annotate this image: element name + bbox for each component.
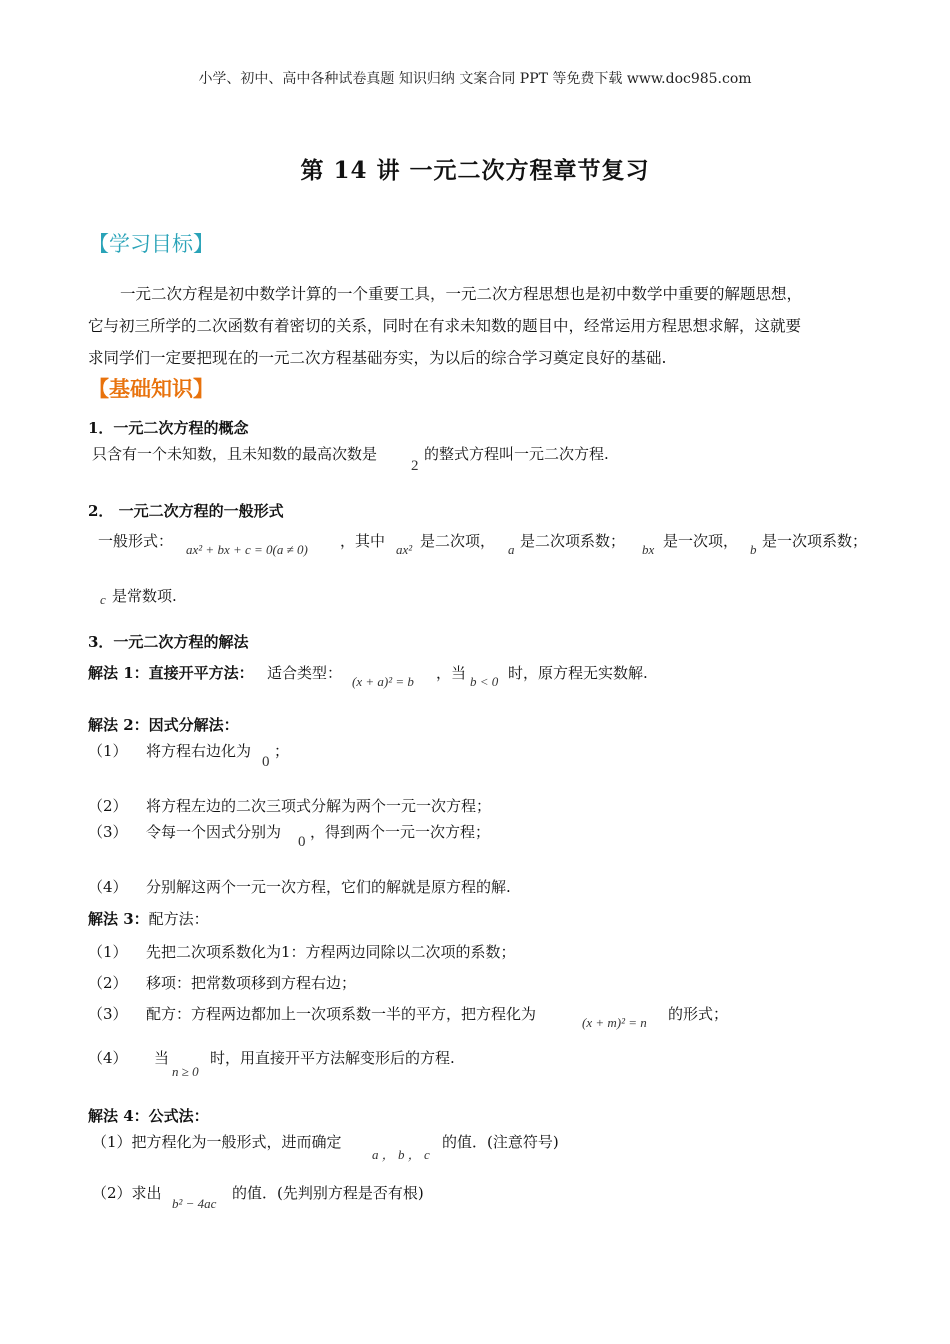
m3-step-4-text: 当 — [154, 1049, 170, 1067]
section-2-t2: 是二次项， — [420, 532, 496, 550]
method-1-condition: b < 0 — [470, 674, 499, 689]
m4-step-1-abc: a ， b ， c — [372, 1147, 430, 1162]
m3-step-3-end: 的形式； — [668, 1005, 729, 1023]
coef-a: a — [508, 542, 515, 557]
m2-step-4-num: （4） — [88, 878, 128, 896]
method-1-t3: 时，原方程无实数解. — [508, 664, 648, 682]
m2-step-4-text: 分别解这两个一元一次方程，它们的解就是原方程的解. — [146, 878, 511, 896]
m2-step-3-math: 0 — [298, 834, 306, 850]
basic-knowledge-heading: 【基础知识】 — [88, 376, 214, 401]
m3-step-1-text: 先把二次项系数化为1：方程两边同除以二次项的系数； — [146, 943, 516, 961]
m3-step-3-text: 配方：方程两边都加上一次项系数一半的平方，把方程化为 — [146, 1005, 537, 1023]
m2-step-1-num: （1） — [88, 742, 128, 760]
section-2-t3: 是二次项系数； — [520, 532, 626, 550]
m4-step-2-end: 的值．(先判别方程是否有根) — [232, 1184, 424, 1202]
m3-step-2-text: 移项：把常数项移到方程右边； — [146, 974, 357, 992]
m2-step-2-text: 将方程左边的二次三项式分解为两个一元一次方程； — [146, 797, 492, 815]
section-3-heading: 3．一元二次方程的解法 — [88, 633, 249, 651]
m3-step-3-num: （3） — [88, 1005, 128, 1023]
m2-step-1-math: 0 — [262, 754, 270, 770]
constant-c: c — [100, 592, 106, 607]
section-1-heading: 1．一元二次方程的概念 — [88, 419, 249, 437]
m4-step-2-math: b² − 4ac — [172, 1196, 217, 1211]
goal-line-3: 求同学们一定要把现在的一元二次方程基础夯实，为以后的综合学习奠定良好的基础. — [88, 349, 667, 367]
m3-step-4-end: 时，用直接开平方法解变形后的方程. — [210, 1049, 455, 1067]
method-1-label: 解法 1：直接开平方法： — [88, 664, 254, 682]
m3-step-4-num: （4） — [88, 1049, 128, 1067]
coef-b: b — [750, 542, 757, 557]
section-1-text-a: 只含有一个未知数，且未知数的最高次数是 — [92, 445, 378, 463]
quadratic-term: ax² — [396, 542, 413, 557]
section-2-t1: ，其中 — [340, 532, 386, 550]
m4-step-1-end: 的值．(注意符号) — [442, 1133, 559, 1151]
method-4-label: 解法 4：公式法： — [88, 1107, 209, 1125]
m3-step-2-num: （2） — [88, 974, 128, 992]
page-title: 第 14 讲 一元二次方程章节复习 — [300, 157, 650, 184]
method-3-label — [88, 908, 209, 929]
section-1-number: 2 — [411, 458, 419, 474]
method-3-label-a: 解法 3： — [88, 910, 149, 928]
section-1-text-b: 的整式方程叫一元二次方程. — [424, 445, 609, 463]
section-2-t6: 是常数项. — [112, 587, 177, 605]
method-1-t1: 适合类型： — [267, 664, 343, 682]
m2-step-1-text: 将方程右边化为 — [146, 742, 252, 760]
m3-step-3-math: (x + m)² = n — [582, 1015, 647, 1030]
m2-step-3-end: ，得到两个一元一次方程； — [310, 823, 491, 841]
general-form-label: 一般形式： — [98, 532, 174, 550]
m2-step-2-num: （2） — [88, 797, 128, 815]
section-2-t5: 是一次项系数； — [762, 532, 868, 550]
linear-term: bx — [642, 542, 655, 557]
goal-line-1: 一元二次方程是初中数学计算的一个重要工具，一元二次方程思想也是初中数学中重要的解题思想， — [120, 285, 803, 303]
method-3-label-b: 配方法： — [148, 910, 209, 928]
section-2-t4: 是一次项， — [663, 532, 739, 550]
m2-step-3-text: 令每一个因式分别为 — [146, 823, 282, 841]
m3-step-1-num: （1） — [88, 943, 128, 961]
section-2-heading: 2． 一元二次方程的一般形式 — [88, 502, 284, 520]
m3-step-4-math: n ≥ 0 — [172, 1064, 199, 1079]
method-2-label: 解法 2：因式分解法： — [88, 716, 239, 734]
learning-goal-heading: 【学习目标】 — [88, 232, 214, 256]
goal-line-2: 它与初三所学的二次函数有着密切的关系，同时在有求未知数的题目中，经常运用方程思想求解，这就要 — [88, 317, 802, 335]
m4-step-1-text: （1）把方程化为一般形式，进而确定 — [92, 1133, 342, 1151]
m2-step-1-end: ； — [274, 742, 290, 760]
page-header: 小学、初中、高中各种试卷真题 知识归纳 文案合同 PPT 等免费下载 www.doc985.com — [198, 71, 752, 87]
m2-step-3-num: （3） — [88, 823, 128, 841]
method-1-formula: (x + a)² = b — [352, 674, 414, 689]
m4-step-2-text: （2）求出 — [92, 1184, 162, 1202]
method-1-t2: ，当 — [436, 664, 467, 682]
general-form-formula: ax² + bx + c = 0(a ≠ 0) — [186, 542, 308, 557]
